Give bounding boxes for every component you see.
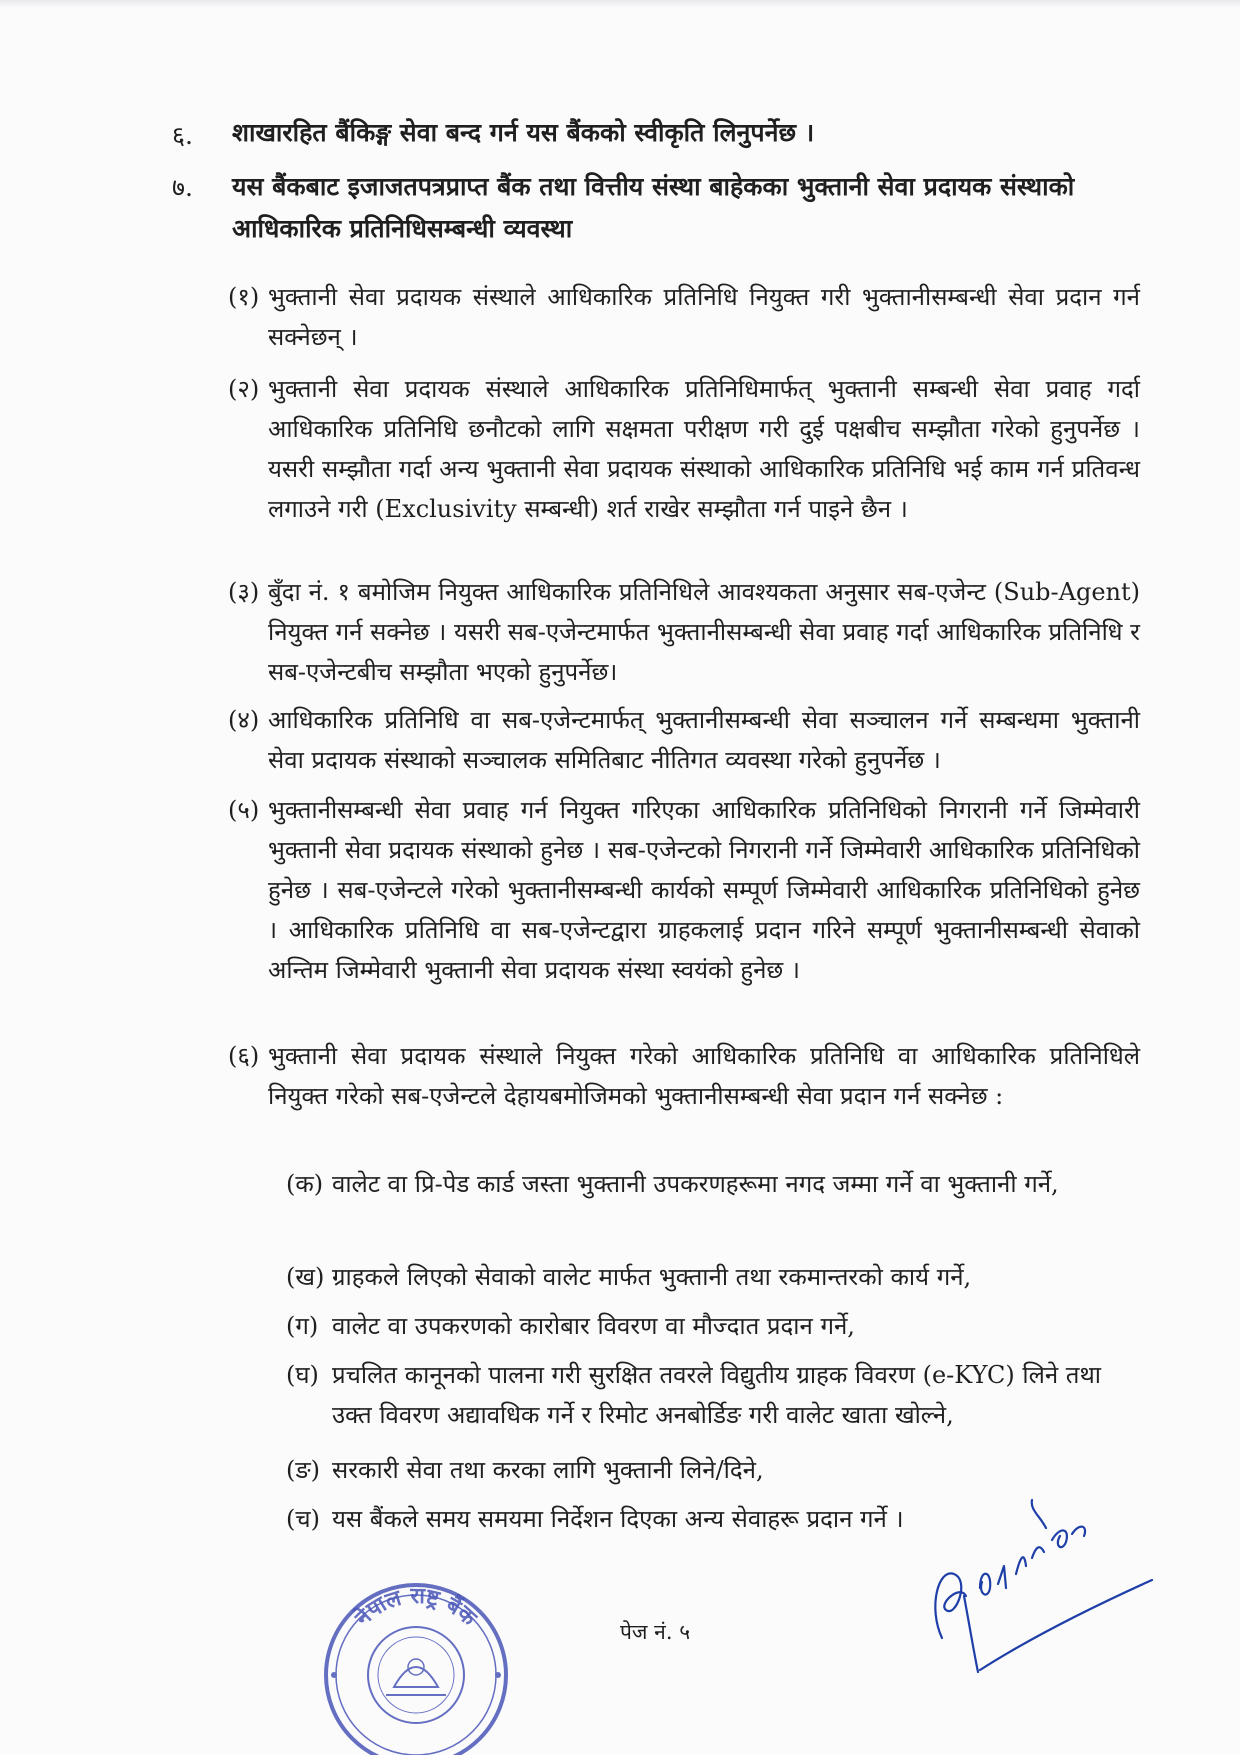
handwritten-signature-icon	[920, 1488, 1160, 1678]
clause-6	[228, 1036, 1140, 1116]
clause-number: (२)	[228, 375, 260, 403]
clause-text: आधिकारिक प्रतिनिधि वा सब-एजेन्टमार्फत् भुक्तानीसम्बन्धी सेवा सञ्चालन गर्ने सम्बन्धमा भुक्तानी सेवा प्रदायक संस्थाको सञ्चालक समितिबाट नीतिगत व्यवस्था गरेको हुनुपर्नेछ ।	[268, 706, 1140, 774]
clause-4	[228, 700, 1140, 780]
svg-text:नेपाल राष्ट्र बैंक: नेपाल राष्ट्र बैंक	[350, 1583, 482, 1632]
sub-item-text: वालेट वा उपकरणको कारोबार विवरण वा मौज्दात प्रदान गर्ने,	[332, 1312, 855, 1340]
page-number: पेज नं. ५	[620, 1620, 691, 1644]
clause-text: बुँदा नं. १ बमोजिम नियुक्त आधिकारिक प्रतिनिधिले आवश्यकता अनुसार सब-एजेन्ट (Sub-Agent) नियुक्त गर्न सक्नेछ । यसरी सब-एजेन्टमार्फत भुक्तानीसम्बन्धी सेवा प्रवाह गर्दा आधिकारिक प्रतिनिधि र सब-एजेन्टबीच सम्झौता भएको हुनुपर्नेछ।	[268, 578, 1140, 686]
sub-item-text: सरकारी सेवा तथा करका लागि भुक्तानी लिने/दिने,	[332, 1456, 764, 1484]
clause-text: भुक्तानी सेवा प्रदायक संस्थाले आधिकारिक प्रतिनिधिमार्फत् भुक्तानी सम्बन्धी सेवा प्रवाह गर्दा आधिकारिक प्रतिनिधि छनौटको लागि सक्षमता परीक्षण गरी दुई पक्षबीच सम्झौता गरेको हुनुपर्नेछ । यसरी सम्झौता गर्दा अन्य भुक्तानी सेवा प्रदायक संस्थाको आधिकारिक प्रतिनिधि भई काम गर्न प्रतिवन्ध लगाउने गरी (Exclusivity सम्बन्धी) शर्त राखेर सम्झौता गर्न पाइने छैन ।	[268, 375, 1140, 523]
sub-item-text: प्रचलित कानूनको पालना गरी सुरक्षित तवरले विद्युतीय ग्राहक विवरण (e-KYC) लिने तथा उक्त विवरण अद्यावधिक गर्ने र रिमोट अनबोर्डिङ गरी वालेट खाता खोल्ने,	[332, 1361, 1102, 1429]
clause-2	[228, 369, 1140, 529]
sub-item-text: वालेट वा प्रि-पेड कार्ड जस्ता भुक्तानी उपकरणहरूमा नगद जम्मा गर्ने वा भुक्तानी गर्ने,	[332, 1170, 1059, 1198]
clause-1	[228, 277, 1140, 357]
clause-5	[228, 790, 1140, 990]
clause-number: (१)	[228, 283, 260, 311]
sub-item-ka	[286, 1164, 1140, 1204]
clause-text: भुक्तानीसम्बन्धी सेवा प्रवाह गर्न नियुक्त गरिएका आधिकारिक प्रतिनिधिको निगरानी गर्ने जिम्मेवारी भुक्तानी सेवा प्रदायक संस्थाको हुनेछ । सब-एजेन्टको निगरानी गर्ने जिम्मेवारी आधिकारिक प्रतिनिधिको हुनेछ । सब-एजेन्टले गरेको भुक्तानीसम्बन्धी कार्यको सम्पूर्ण जिम्मेवारी आधिकारिक प्रतिनिधिको हुनेछ । आधिकारिक प्रतिनिधि वा सब-एजेन्टद्वारा ग्राहकलाई प्रदान गरिने सम्पूर्ण भुक्तानीसम्बन्धी सेवाको अन्तिम जिम्मेवारी भुक्तानी सेवा प्रदायक संस्था स्वयंको हुनेछ ।	[268, 796, 1140, 984]
clause-text: भुक्तानी सेवा प्रदायक संस्थाले आधिकारिक प्रतिनिधि नियुक्त गरी भुक्तानीसम्बन्धी सेवा प्रदान गर्न सक्नेछन् ।	[268, 283, 1140, 351]
sub-item-nga	[286, 1450, 1140, 1490]
clause-number: (६)	[228, 1042, 260, 1070]
clause-3	[228, 572, 1140, 692]
scan-top-edge	[0, 0, 1240, 8]
sub-item-number: (ख)	[286, 1263, 325, 1291]
sub-item-text: ग्राहकले लिएको सेवाको वालेट मार्फत भुक्तानी तथा रकमान्तरको कार्य गर्ने,	[332, 1263, 972, 1291]
clause-number: (३)	[228, 578, 260, 606]
sub-item-number: (ग)	[286, 1312, 319, 1340]
section-heading: यस बैंकबाट इजाजतपत्रप्राप्त बैंक तथा वित्तीय संस्था बाहेकका भुक्तानी सेवा प्रदायक संस्थाको आधिकारिक प्रतिनिधिसम्बन्धी व्यवस्था	[232, 172, 1075, 243]
section-number: ७.	[172, 173, 193, 202]
sub-item-number: (च)	[286, 1505, 320, 1533]
nepal-rastra-bank-seal-icon	[316, 1575, 516, 1755]
clause-number: (४)	[228, 706, 260, 734]
sub-item-text: यस बैंकले समय समयमा निर्देशन दिएका अन्य सेवाहरू प्रदान गर्ने ।	[332, 1505, 904, 1533]
clause-number: (५)	[228, 796, 260, 824]
sub-item-number: (ङ)	[286, 1456, 321, 1484]
section-heading: शाखारहित बैंकिङ्ग सेवा बन्द गर्न यस बैंकको स्वीकृति लिनुपर्नेछ ।	[232, 118, 815, 147]
sub-item-gha	[286, 1355, 1140, 1435]
sub-item-kha	[286, 1257, 1140, 1297]
section-number: ६.	[172, 121, 193, 150]
sub-item-number: (क)	[286, 1170, 324, 1198]
sub-item-number: (घ)	[286, 1361, 319, 1389]
sub-item-ga	[286, 1306, 1140, 1346]
clause-text: भुक्तानी सेवा प्रदायक संस्थाले नियुक्त गरेको आधिकारिक प्रतिनिधि वा आधिकारिक प्रतिनिधिले नियुक्त गरेको सब-एजेन्टले देहायबमोजिमको भुक्तानीसम्बन्धी सेवा प्रदान गर्न सक्नेछ :	[268, 1042, 1140, 1110]
